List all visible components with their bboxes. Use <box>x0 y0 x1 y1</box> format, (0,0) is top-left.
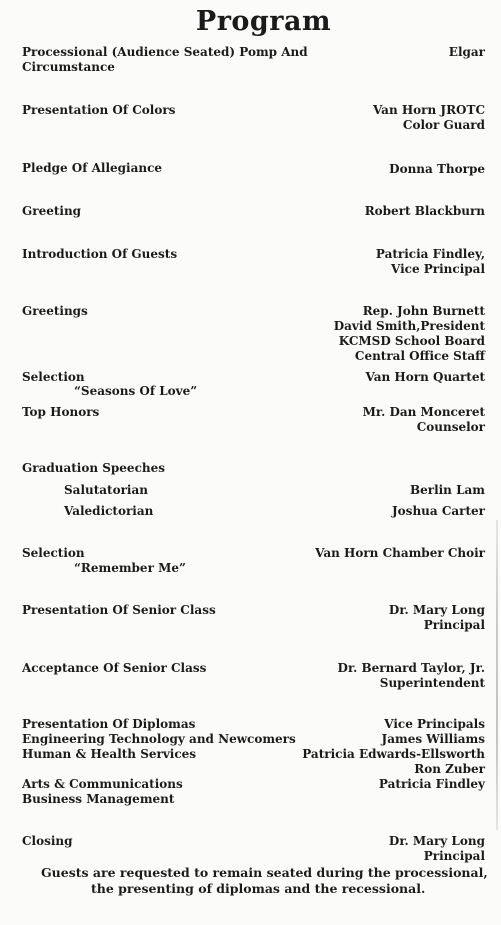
item-colors-name-2: Color Guard <box>402 118 485 132</box>
item-top-honors-name: Mr. Dan Monceret <box>362 405 485 419</box>
item-salutatorian-label: Salutatorian <box>64 483 148 497</box>
item-salutatorian-name: Berlin Lam <box>409 483 485 497</box>
item-presentation-senior-name: Dr. Mary Long <box>388 603 485 617</box>
item-diplomas-name-5: Patricia Findley <box>378 777 485 791</box>
item-acceptance-senior-name-2: Superintendent <box>379 676 485 690</box>
item-top-honors-name-2: Counselor <box>416 420 485 434</box>
item-colors-label: Presentation Of Colors <box>22 103 176 117</box>
item-greeting-name: Robert Blackburn <box>364 204 485 218</box>
item-processional-name: Elgar <box>448 45 485 59</box>
item-greetings-name-4: Central Office Staff <box>354 349 485 363</box>
item-diplomas-label-3: Human & Health Services <box>22 747 197 761</box>
item-greetings-name: Rep. John Burnett <box>362 304 485 318</box>
item-diplomas-name-4: Ron Zuber <box>414 762 485 776</box>
item-top-honors-label: Top Honors <box>22 405 100 419</box>
item-pledge-label: Pledge Of Allegiance <box>22 161 163 175</box>
item-closing-name: Dr. Mary Long <box>388 834 485 848</box>
item-pledge-name: Donna Thorpe <box>389 162 485 176</box>
item-selection-2-name: Van Horn Chamber Choir <box>315 546 485 560</box>
item-diplomas-label-6: Business Management <box>22 792 175 806</box>
item-colors-name: Van Horn JROTC <box>372 103 485 117</box>
item-greeting-label: Greeting <box>22 204 82 218</box>
page-edge-shadow <box>496 520 498 830</box>
item-greetings-name-3: KCMSD School Board <box>338 334 485 348</box>
item-presentation-senior-label: Presentation Of Senior Class <box>22 603 216 617</box>
item-acceptance-senior-label: Acceptance Of Senior Class <box>22 661 207 675</box>
item-greetings-name-2: David Smith,President <box>333 319 485 333</box>
item-greetings-label: Greetings <box>22 304 88 318</box>
item-processional-label-2: Circumstance <box>22 60 115 74</box>
item-intro-guests-name-2: Vice Principal <box>391 262 485 276</box>
item-diplomas-name-3: Patricia Edwards-Ellsworth <box>302 747 485 761</box>
footer-note-line-2: the presenting of diplomas and the recessional. <box>91 881 426 896</box>
item-selection-2-label: Selection <box>22 546 85 560</box>
footer-note-line-1: Guests are requested to remain seated during the processional, <box>41 865 488 880</box>
item-intro-guests-label: Introduction Of Guests <box>22 247 178 261</box>
item-valedictorian-name: Joshua Carter <box>392 504 485 518</box>
item-speeches-label: Graduation Speeches <box>22 461 165 475</box>
item-presentation-senior-name-2: Principal <box>423 618 485 632</box>
item-closing-label: Closing <box>22 834 73 848</box>
item-diplomas-name-2: James Williams <box>381 732 485 746</box>
page-title: Program <box>195 6 332 37</box>
item-selection-1-song: “Seasons Of Love” <box>74 384 198 398</box>
item-diplomas-label: Presentation Of Diplomas <box>22 717 196 731</box>
item-selection-2-song: “Remember Me” <box>74 561 186 575</box>
item-selection-1-label: Selection <box>22 370 85 384</box>
item-acceptance-senior-name: Dr. Bernard Taylor, Jr. <box>337 661 485 675</box>
item-processional-label: Processional (Audience Seated) Pomp And <box>22 45 308 59</box>
item-diplomas-label-2: Engineering Technology and Newcomers <box>22 732 296 746</box>
item-closing-name-2: Principal <box>423 849 485 863</box>
item-intro-guests-name: Patricia Findley, <box>375 247 485 261</box>
item-diplomas-label-5: Arts & Communications <box>22 777 183 791</box>
item-selection-1-name: Van Horn Quartet <box>365 370 485 384</box>
item-diplomas-name: Vice Principals <box>384 717 485 731</box>
item-valedictorian-label: Valedictorian <box>64 504 154 518</box>
